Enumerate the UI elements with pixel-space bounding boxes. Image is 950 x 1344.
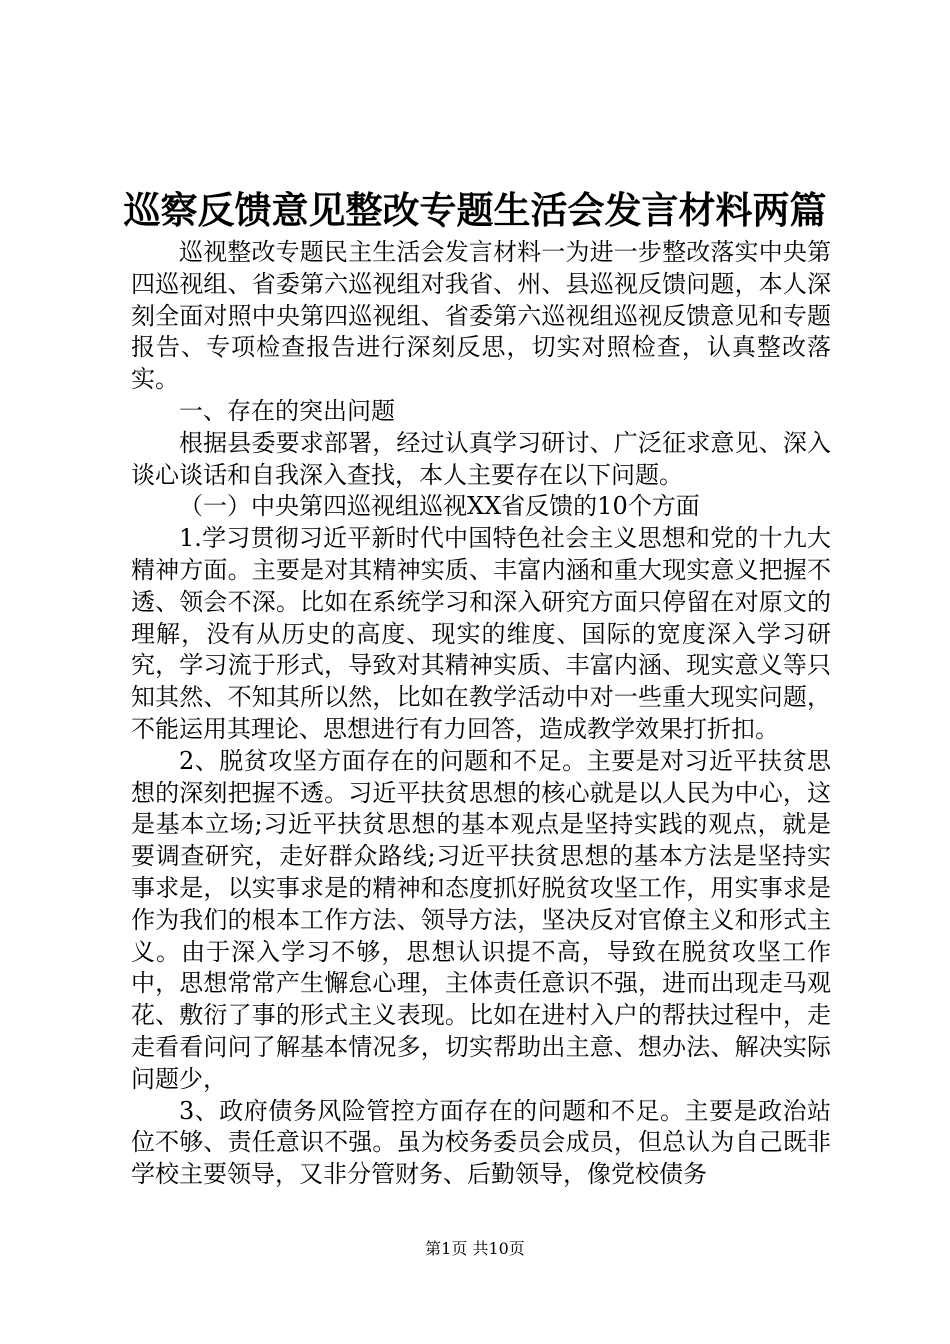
section-heading: 一、存在的突出问题	[179, 396, 395, 425]
paragraph-item-3: 3、政府债务风险管控方面存在的问题和不足。主要是政治站位不够、责任意识不强。虽为校务委员会成员，但总认为自己既非学校主要领导，又非分管财务、后勤领导，像党校债务	[131, 1096, 831, 1189]
document-body	[131, 237, 831, 1191]
paragraph: 根据县委要求部署，经过认真学习研讨、广泛征求意见、深入谈心谈话和自我深入查找，本人主要存在以下问题。	[131, 428, 831, 489]
document-title: 巡察反馈意见整改专题生活会发言材料两篇	[123, 188, 827, 232]
page-footer: 第1页 共10页	[425, 1239, 525, 1258]
paragraph-item-1: 1.学习贯彻习近平新时代中国特色社会主义思想和党的十九大精神方面。主要是对其精神实质、丰富内涵和重大现实意义把握不透、领会不深。比如在系统学习和深入研究方面只停留在对原文的理解，没有从历史的高度、现实的维度、国际的宽度深入学习研究，学习流于形式，导致对其精神实质、丰富内涵、现实意义等只知其然、不知其所以然，比如在教学活动中对一些重大现实问题，不能运用其理论、思想进行有力回答，造成教学效果打折扣。	[131, 524, 831, 743]
paragraph-item-2: 2、脱贫攻坚方面存在的问题和不足。主要是对习近平扶贫思想的深刻把握不透。习近平扶贫思想的核心就是以人民为中心，这是基本立场;习近平扶贫思想的基本观点是坚持实践的观点，就是要调查研究，走好群众路线;习近平扶贫思想的基本方法是坚持实事求是，以实事求是的精神和态度抓好脱贫攻坚工作，用实事求是作为我们的根本工作方法、领导方法，坚决反对官僚主义和形式主义。由于深入学习不够，思想认识提不高，导致在脱贫攻坚工作中，思想常常产生懈怠心理，主体责任意识不强，进而出现走马观花、敷衍了事的形式主义表现。比如在进村入户的帮扶过程中，走走看看问问了解基本情况多，切实帮助出主意、想办法、解决实际问题少，	[131, 746, 831, 1093]
paragraph-intro: 巡视整改专题民主生活会发言材料一为进一步整改落实中央第四巡视组、省委第六巡视组对我省、州、县巡视反馈问题，本人深刻全面对照中央第四巡视组、省委第六巡视组巡视反馈意见和专题报告、专项检查报告进行深刻反思，切实对照检查，认真整改落实。	[131, 238, 831, 394]
subsection-heading: （一）中央第四巡视组巡视XX省反馈的10个方面	[179, 492, 700, 521]
